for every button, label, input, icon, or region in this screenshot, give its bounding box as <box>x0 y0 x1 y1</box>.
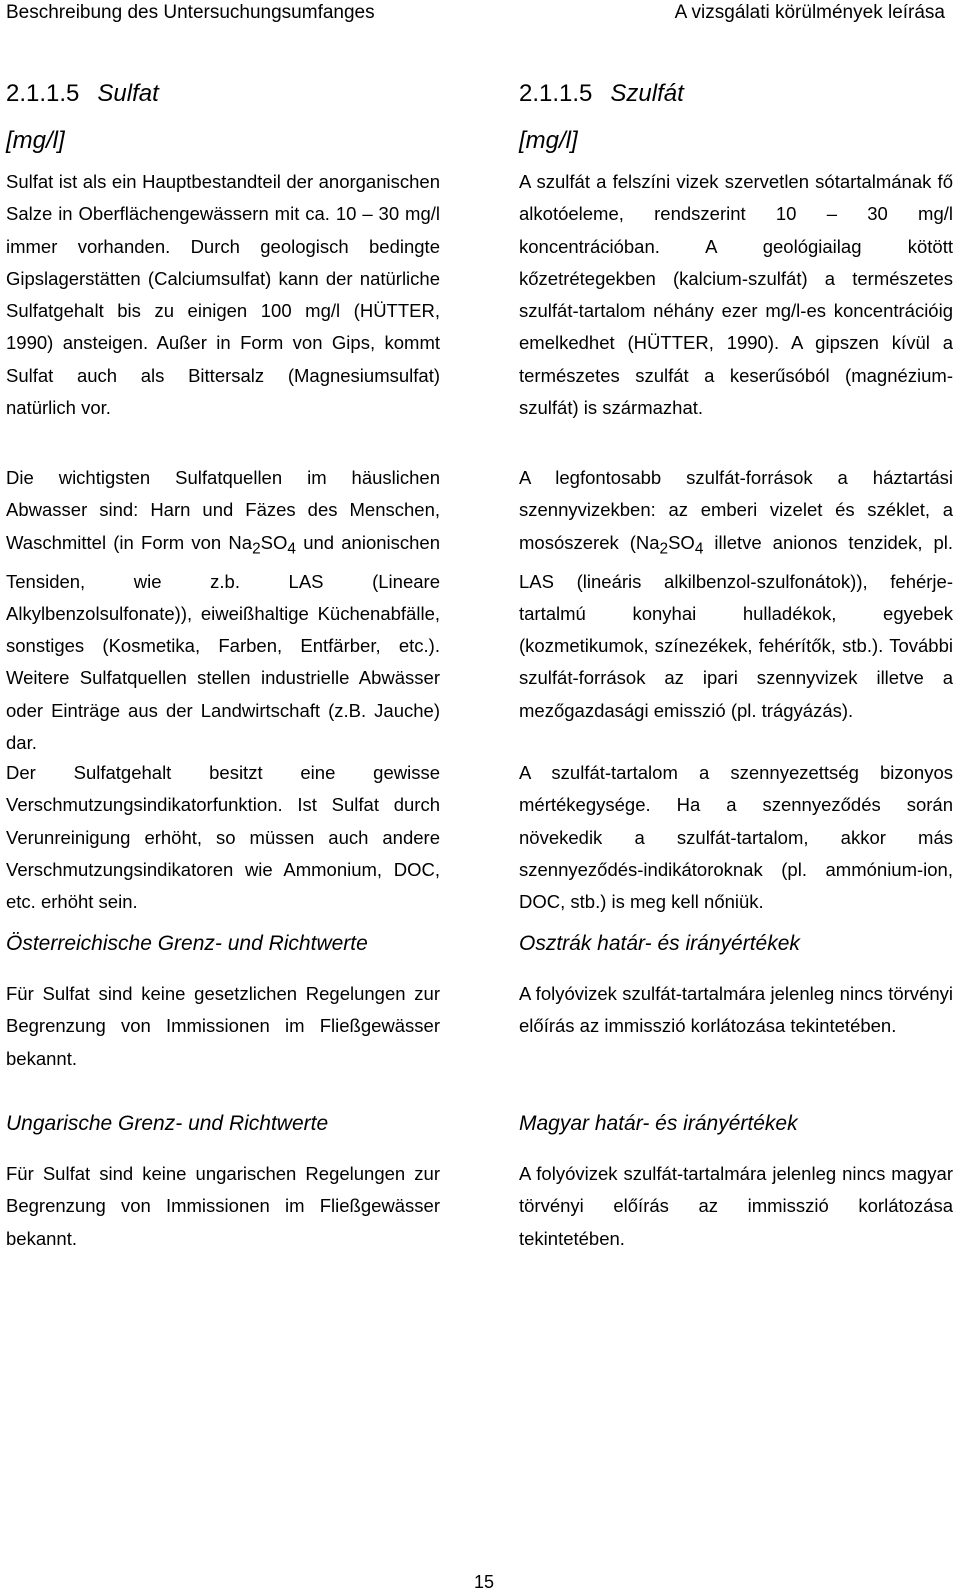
text-span: und anionischen Tensiden, wie z.b. LAS (Lineare Alkylbenzolsulfonate)), eiweißhaltige Küchenabfälle, sonstiges (Kosmetika, Farben, Entfärber, etc.). Weitere Sulfatquellen stellen industrielle Abwässer oder Einträge aus der Landwirtschaft (z.B. Jauche) dar. <box>6 531 441 754</box>
header-right-title: A vizsgálati körülmények leírása <box>674 2 945 23</box>
paragraph <box>6 462 440 759</box>
text-span: Die wichtigsten Sulfatquellen im häuslichen Abwasser sind: Harn und Fäzes des Menschen, Waschmittel (in Form von Na <box>6 467 440 553</box>
paragraph: Der Sulfatgehalt besitzt eine gewisse Verschmutzungsindikatorfunktion. Ist Sulfat durch Verunreinigung erhöht, so müssen auch andere Verschmutzungsindikatoren wie Ammonium, DOC, etc. erhöht sein. <box>6 762 440 913</box>
subheading: Ungarische Grenz- und Richtwerte <box>6 1112 329 1135</box>
paragraph <box>519 462 953 727</box>
header-left-title: Beschreibung des Untersuchungsumfanges <box>6 2 375 23</box>
section-name: Szulfát <box>610 80 684 107</box>
unit-label: [mg/l] <box>6 127 65 154</box>
subscript: 4 <box>694 540 704 558</box>
text-span: SO <box>260 531 288 553</box>
text-span: illetve anionos tenzidek, pl. LAS (lineáris alkilbenzol-szulfonátok)), fehérje-tartalmú konyhai hulladékok, egyebek (kozmetikumok, színezékek, fehérítők, stb.). További szulfát-források az ipari szennyvizek illetve a mezőgazdasági emisszió (pl. trágyázás). <box>519 531 953 721</box>
paragraph: A szulfát-tartalom a szennyezettség bizonyos mértékegysége. Ha a szennyeződés során növekedik a szulfát-tartalom, akkor más szennyeződés-indikátoroknak (pl. ammónium-ion, DOC, stb.) is meg kell nőniük. <box>519 762 953 913</box>
subheading: Osztrák határ- és irányértékek <box>519 932 800 955</box>
subscript: 2 <box>252 540 261 558</box>
section-number: 2.1.1.5 <box>6 80 80 107</box>
paragraph: A folyóvizek szulfát-tartalmára jelenleg nincs magyar törvényi előírás az immisszió korlátozása tekintetében. <box>519 1163 953 1249</box>
subscript: 2 <box>659 540 669 558</box>
section-heading <box>519 80 684 108</box>
paragraph: A szulfát a felszíni vizek szervetlen sótartalmának fő alkotóeleme, rendszerint 10 – 30 mg/l koncentrációban. A geológiailag kötött kőzetrétegekben (kalcium-szulfát) a természetes szulfát-tartalom néhány ezer mg/l-es koncentrációig emelkedhet (HÜTTER, 1990). A gipszen kívül a természetes szulfát a keserűsóból (magnézium-szulfát) is származhat. <box>519 171 953 419</box>
page-number-row <box>0 1572 960 1593</box>
subheading: Österreichische Grenz- und Richtwerte <box>6 932 368 955</box>
section-heading <box>6 80 159 108</box>
subscript: 4 <box>287 540 296 558</box>
section-number: 2.1.1.5 <box>519 80 593 107</box>
text-span: A legfontosabb szulfát-források a háztartási szennyvizekben: az emberi vizelet és széklet, a mosószerek (Na <box>519 467 953 553</box>
paragraph: A folyóvizek szulfát-tartalmára jelenleg nincs törvényi előírás az immisszió korlátozása tekintetében. <box>519 983 953 1037</box>
paragraph: Sulfat ist als ein Hauptbestandteil der anorganischen Salze in Oberflächengewässern mit ca. 10 – 30 mg/l immer vorhanden. Durch geologisch bedingte Gipslagerstätten (Calciumsulfat) kann der natürliche Sulfatgehalt bis zu einigen 100 mg/l (HÜTTER, 1990) ansteigen. Außer in Form von Gips, kommt Sulfat auch als Bittersalz (Magnesiumsulfat) natürlich vor. <box>6 171 440 419</box>
subheading: Magyar határ- és irányértékek <box>519 1112 798 1135</box>
paragraph: Für Sulfat sind keine ungarischen Regelungen zur Begrenzung von Immissionen im Fließgewässer bekannt. <box>6 1163 440 1249</box>
section-name: Sulfat <box>97 80 159 107</box>
paragraph: Für Sulfat sind keine gesetzlichen Regelungen zur Begrenzung von Immissionen im Fließgewässer bekannt. <box>6 983 440 1069</box>
page-number: 15 <box>473 1572 495 1592</box>
text-span: SO <box>668 531 695 553</box>
unit-label: [mg/l] <box>519 127 578 154</box>
page-header <box>0 0 960 36</box>
